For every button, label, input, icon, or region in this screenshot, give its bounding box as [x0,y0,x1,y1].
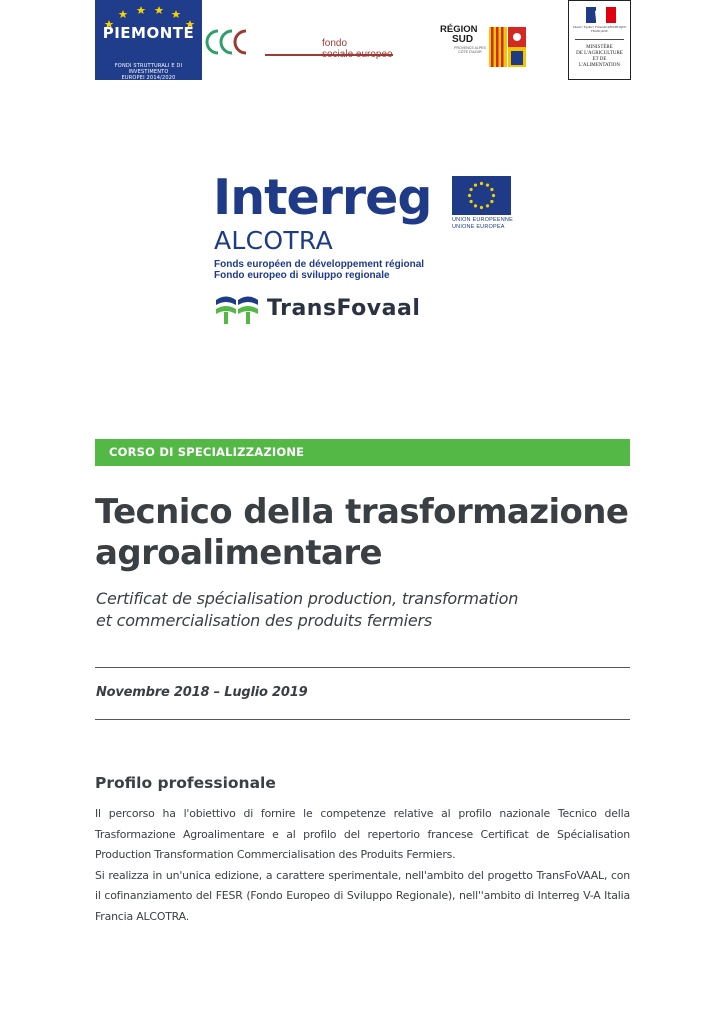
profile-body [95,804,630,927]
profile-paragraph-1: Il percorso ha l'obiettivo di fornire le competenze relative al profilo nazionale Tecnico della Trasformazione Agroalimentare e al profilo del repertorio francese Certificat de Spécialisation Production Transformation Commercialisation des Produits Fermiers. [95,807,630,861]
transfovaal-wordmark: TransFovaal [267,296,421,321]
fse-label: fondo sociale europeo [322,38,393,60]
region-label: RÉGION [440,24,478,35]
transfovaal-logo-icon [214,294,260,324]
top-divider [95,667,630,668]
title-line-2: agroalimentare [95,533,382,573]
piemonte-subtitle: FONDI STRUTTURALI E DI INVESTIMENTO EUROPEI 2014/2020 [114,63,183,80]
eu-flag-icon [452,176,511,215]
subtitle-line-2: et commercialisation des produits fermiers [96,611,433,630]
course-type-band: CORSO DI SPECIALIZZAZIONE [95,439,630,466]
interreg-wordmark: Interreg [213,169,432,226]
region-flag-icon [489,27,526,67]
fund-label-it: Fondo europeo di sviluppo regionale [214,270,390,281]
ministere-agriculture-logo [568,0,631,80]
marianne-flag-icon [586,7,616,23]
republique-motto: Liberté • Égalité • Fraternité RÉPUBLIQUE FRANÇAISE [572,25,627,33]
page-subtitle [96,588,636,632]
eu-label-fr: UNION EUROPEENNE [452,217,513,223]
subtitle-line-1: Certificat de spécialisation production, transformation [96,589,519,608]
piemonte-logo [95,0,202,80]
piemonte-name: PIEMONTE [102,24,195,42]
ministere-name: MINISTÈRE DE L'AGRICULTURE ET DE L'ALIMENTATION [576,45,623,68]
title-line-1: Tecnico della trasformazione [95,492,629,532]
alcotra-wordmark: ALCOTRA [214,226,333,255]
page-title [95,492,635,574]
ministere-divider [575,39,624,40]
fund-label-fr: Fonds européen de développement régional [214,259,425,270]
region-small-label: PROVENCE ALPES CÔTE D'AZUR [454,46,486,54]
course-dates: Novembre 2018 – Luglio 2019 [96,685,308,700]
eu-label-it: UNIONE EUROPEA [452,224,505,230]
region-sud-label: SUD [452,34,474,45]
profile-paragraph-2: Si realizza in un'unica edizione, a carattere sperimentale, nell'ambito del progetto TransFoVAAL, con il cofinanziamento del FESR (Fondo Europeo di Sviluppo Regionale), nell''ambito di Interreg V-A Italia Francia ALCOTRA. [95,868,630,923]
fse-logo-icon [205,27,265,57]
bottom-divider [95,719,630,720]
section-heading: Profilo professionale [95,774,276,792]
region-sud-logo [440,24,530,70]
